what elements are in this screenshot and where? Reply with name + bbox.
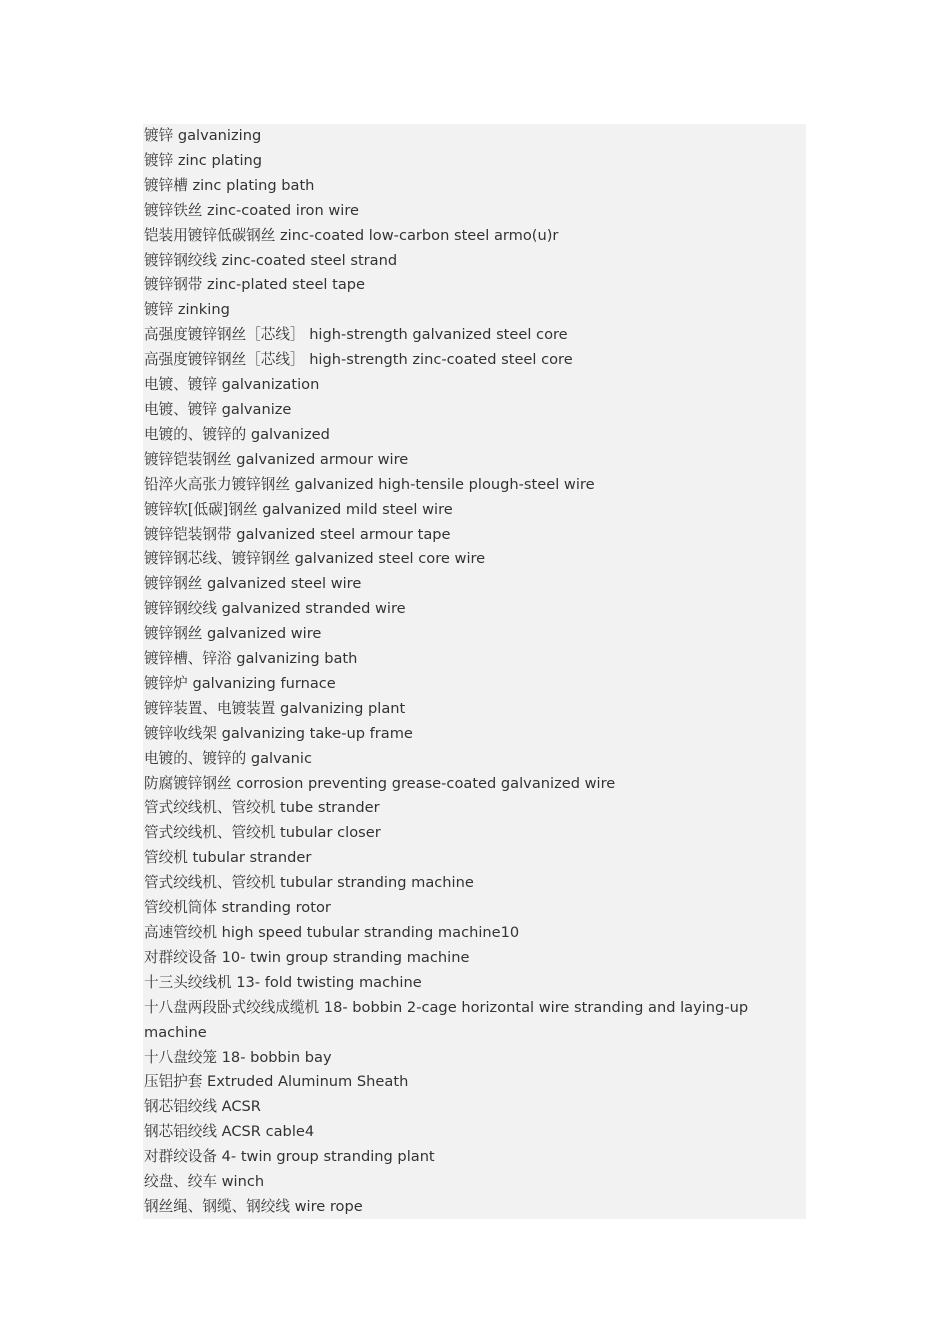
entry-chinese-term: 镀锌收线架 <box>144 724 217 742</box>
entry-chinese-term: 对群绞设备 <box>144 948 217 966</box>
glossary-entry <box>144 273 806 298</box>
entry-chinese-term: 高速管绞机 <box>144 924 217 941</box>
entry-chinese-term: 镀锌钢带 <box>144 276 203 294</box>
glossary-entry <box>144 298 806 323</box>
entry-english-term: galvanizing plant <box>280 699 406 717</box>
glossary-entry <box>144 622 806 647</box>
entry-chinese-term: 镀锌 <box>144 151 174 169</box>
glossary-entry <box>144 772 806 797</box>
glossary-entry <box>144 1170 806 1195</box>
entry-chinese-term: 绞盘、绞车 <box>144 1173 217 1191</box>
glossary-entry <box>144 1145 806 1170</box>
glossary-entry <box>144 971 806 996</box>
glossary-entry <box>144 323 806 348</box>
entry-english-term: 10- twin group stranding machine <box>221 948 470 966</box>
entry-english-term: stranding rotor <box>221 899 331 917</box>
entry-chinese-term: 电镀的、镀锌的 <box>144 425 247 443</box>
entry-chinese-term: 十八盘两段卧式绞线成缆机 <box>144 998 320 1016</box>
glossary-entry <box>144 348 806 373</box>
glossary-entry <box>144 1095 806 1120</box>
glossary-entry <box>144 448 806 473</box>
entry-english-term: zinc plating <box>177 151 263 169</box>
glossary-entry <box>144 896 806 921</box>
entry-chinese-term: 电镀的、镀锌的 <box>144 749 247 767</box>
entry-chinese-term: 镀锌装置、电镀装置 <box>144 699 276 717</box>
entry-chinese-term: 镀锌钢丝 <box>144 575 203 593</box>
entry-english-term: tubular stranding machine <box>280 874 474 892</box>
glossary-entry <box>144 547 806 572</box>
glossary-entry <box>144 199 806 224</box>
entry-chinese-term: 管绞机 <box>144 849 188 867</box>
entry-chinese-term: 十三头绞线机 <box>144 973 232 991</box>
entry-english-term: galvanizing bath <box>236 650 358 668</box>
glossary-entry <box>144 423 806 448</box>
glossary-entry <box>144 722 806 747</box>
glossary-entry <box>144 597 806 622</box>
entry-chinese-term: 管式绞线机、管绞机 <box>144 874 276 892</box>
glossary-entry <box>144 1046 806 1071</box>
glossary-entry <box>144 174 806 199</box>
entry-chinese-term: 镀锌槽、锌浴 <box>144 650 232 668</box>
entry-chinese-term: 高强度镀锌钢丝［芯线］ <box>144 326 305 344</box>
entry-english-term: galvanic <box>250 749 312 767</box>
entry-chinese-term: 镀锌钢芯线、镀锌钢丝 <box>144 550 290 568</box>
glossary-entry <box>144 821 806 846</box>
entry-english-term: high-strength zinc-coated steel core <box>309 351 573 369</box>
entry-chinese-term: 钢芯铝绞线 <box>144 1123 217 1141</box>
entry-english-term: wire rope <box>294 1197 363 1215</box>
entry-chinese-term: 钢丝绳、钢缆、钢绞线 <box>144 1197 290 1215</box>
entry-english-term: tube strander <box>280 799 380 817</box>
entry-english-term: zinc-plated steel tape <box>207 276 366 294</box>
entry-chinese-term: 压铝护套 <box>144 1073 203 1091</box>
entry-english-term: zinc-coated iron wire <box>207 201 359 219</box>
entry-english-term: ACSR <box>221 1098 261 1116</box>
glossary-entry <box>144 846 806 871</box>
entry-english-term: galvanizing furnace <box>192 674 336 692</box>
glossary-entry <box>144 1195 806 1219</box>
entry-chinese-term: 管式绞线机、管绞机 <box>144 824 276 842</box>
entry-chinese-term: 镀锌铁丝 <box>144 201 203 219</box>
entry-english-term: galvanized steel core wire <box>294 550 486 568</box>
entry-english-term: galvanizing <box>177 127 262 144</box>
entry-chinese-term: 镀锌钢绞线 <box>144 251 217 269</box>
entry-english-term: high-strength galvanized steel core <box>309 326 568 344</box>
entry-english-term: zinc-coated steel strand <box>221 251 398 269</box>
entry-english-term: galvanized <box>250 425 330 443</box>
glossary-entry <box>144 672 806 697</box>
entry-chinese-term: 高强度镀锌钢丝［芯线］ <box>144 351 305 369</box>
entry-english-term: zinc plating bath <box>192 176 315 194</box>
entry-chinese-term: 镀锌铠装钢丝 <box>144 450 232 468</box>
entry-english-term: galvanized steel wire <box>207 575 362 593</box>
entry-chinese-term: 镀锌钢丝 <box>144 625 203 643</box>
entry-chinese-term: 管绞机筒体 <box>144 899 217 917</box>
entry-english-term: winch <box>221 1173 265 1191</box>
glossary-entry <box>144 697 806 722</box>
entry-english-term: ACSR cable4 <box>221 1123 315 1141</box>
entry-english-term: galvanization <box>221 376 320 394</box>
glossary-entry <box>144 523 806 548</box>
glossary-entry <box>144 747 806 772</box>
entry-english-term: galvanizing take-up frame <box>221 724 413 742</box>
entry-chinese-term: 铅淬火高张力镀锌钢丝 <box>144 475 290 493</box>
entry-chinese-term: 对群绞设备 <box>144 1148 217 1166</box>
entry-chinese-term: 电镀、镀锌 <box>144 400 217 418</box>
glossary-entry <box>144 572 806 597</box>
glossary-entry <box>144 871 806 896</box>
entry-chinese-term: 十八盘绞笼 <box>144 1048 217 1066</box>
entry-chinese-term: 镀锌软[低碳]钢丝 <box>144 500 258 518</box>
entry-english-term: zinc-coated low-carbon steel armo(u)r <box>280 226 559 244</box>
glossary-entry <box>144 373 806 398</box>
entry-english-term: 4- twin group stranding plant <box>221 1148 435 1166</box>
entry-chinese-term: 管式绞线机、管绞机 <box>144 799 276 817</box>
entry-english-term: galvanized stranded wire <box>221 600 406 618</box>
glossary-entry <box>144 796 806 821</box>
entry-english-term: galvanized high-tensile plough-steel wire <box>294 475 595 493</box>
entry-english-term: tubular strander <box>192 849 312 867</box>
entry-chinese-term: 铠装用镀锌低碳钢丝 <box>144 226 276 244</box>
entry-chinese-term: 防腐镀锌钢丝 <box>144 774 232 792</box>
entry-english-term: corrosion preventing grease-coated galvanized wire <box>236 774 616 792</box>
entry-english-term: galvanize <box>221 400 292 418</box>
glossary-entry <box>144 921 806 946</box>
glossary-entry <box>144 996 806 1046</box>
glossary-entry <box>144 249 806 274</box>
entry-english-term: high speed tubular stranding machine10 <box>221 924 520 941</box>
glossary-entry <box>144 398 806 423</box>
entry-english-term: Extruded Aluminum Sheath <box>207 1073 409 1091</box>
glossary-entry <box>144 498 806 523</box>
entry-english-term: galvanized mild steel wire <box>262 500 453 518</box>
entry-english-term: 13- fold twisting machine <box>236 973 422 991</box>
entry-chinese-term: 镀锌 <box>144 127 174 144</box>
glossary-panel <box>143 124 806 1219</box>
entry-chinese-term: 镀锌 <box>144 301 174 319</box>
entry-chinese-term: 电镀、镀锌 <box>144 376 217 394</box>
entry-english-term: galvanized steel armour tape <box>236 525 451 543</box>
entry-english-term: galvanized wire <box>207 625 322 643</box>
entry-english-term: 18- bobbin 2-cage horizontal wire stranding and laying-up machine <box>144 998 749 1041</box>
glossary-entry <box>144 946 806 971</box>
glossary-entry <box>144 149 806 174</box>
entry-english-term: zinking <box>177 301 230 319</box>
glossary-entry <box>144 1120 806 1145</box>
entry-english-term: galvanized armour wire <box>236 450 409 468</box>
glossary-entry <box>144 1070 806 1095</box>
entry-chinese-term: 镀锌铠装钢带 <box>144 525 232 543</box>
entry-chinese-term: 镀锌槽 <box>144 176 188 194</box>
entry-chinese-term: 镀锌炉 <box>144 674 188 692</box>
entry-chinese-term: 镀锌钢绞线 <box>144 600 217 618</box>
glossary-entry <box>144 473 806 498</box>
glossary-entry <box>144 224 806 249</box>
entry-chinese-term: 钢芯铝绞线 <box>144 1098 217 1116</box>
glossary-entry <box>144 124 806 149</box>
glossary-entry <box>144 647 806 672</box>
entry-english-term: tubular closer <box>280 824 381 842</box>
entry-english-term: 18- bobbin bay <box>221 1048 332 1066</box>
